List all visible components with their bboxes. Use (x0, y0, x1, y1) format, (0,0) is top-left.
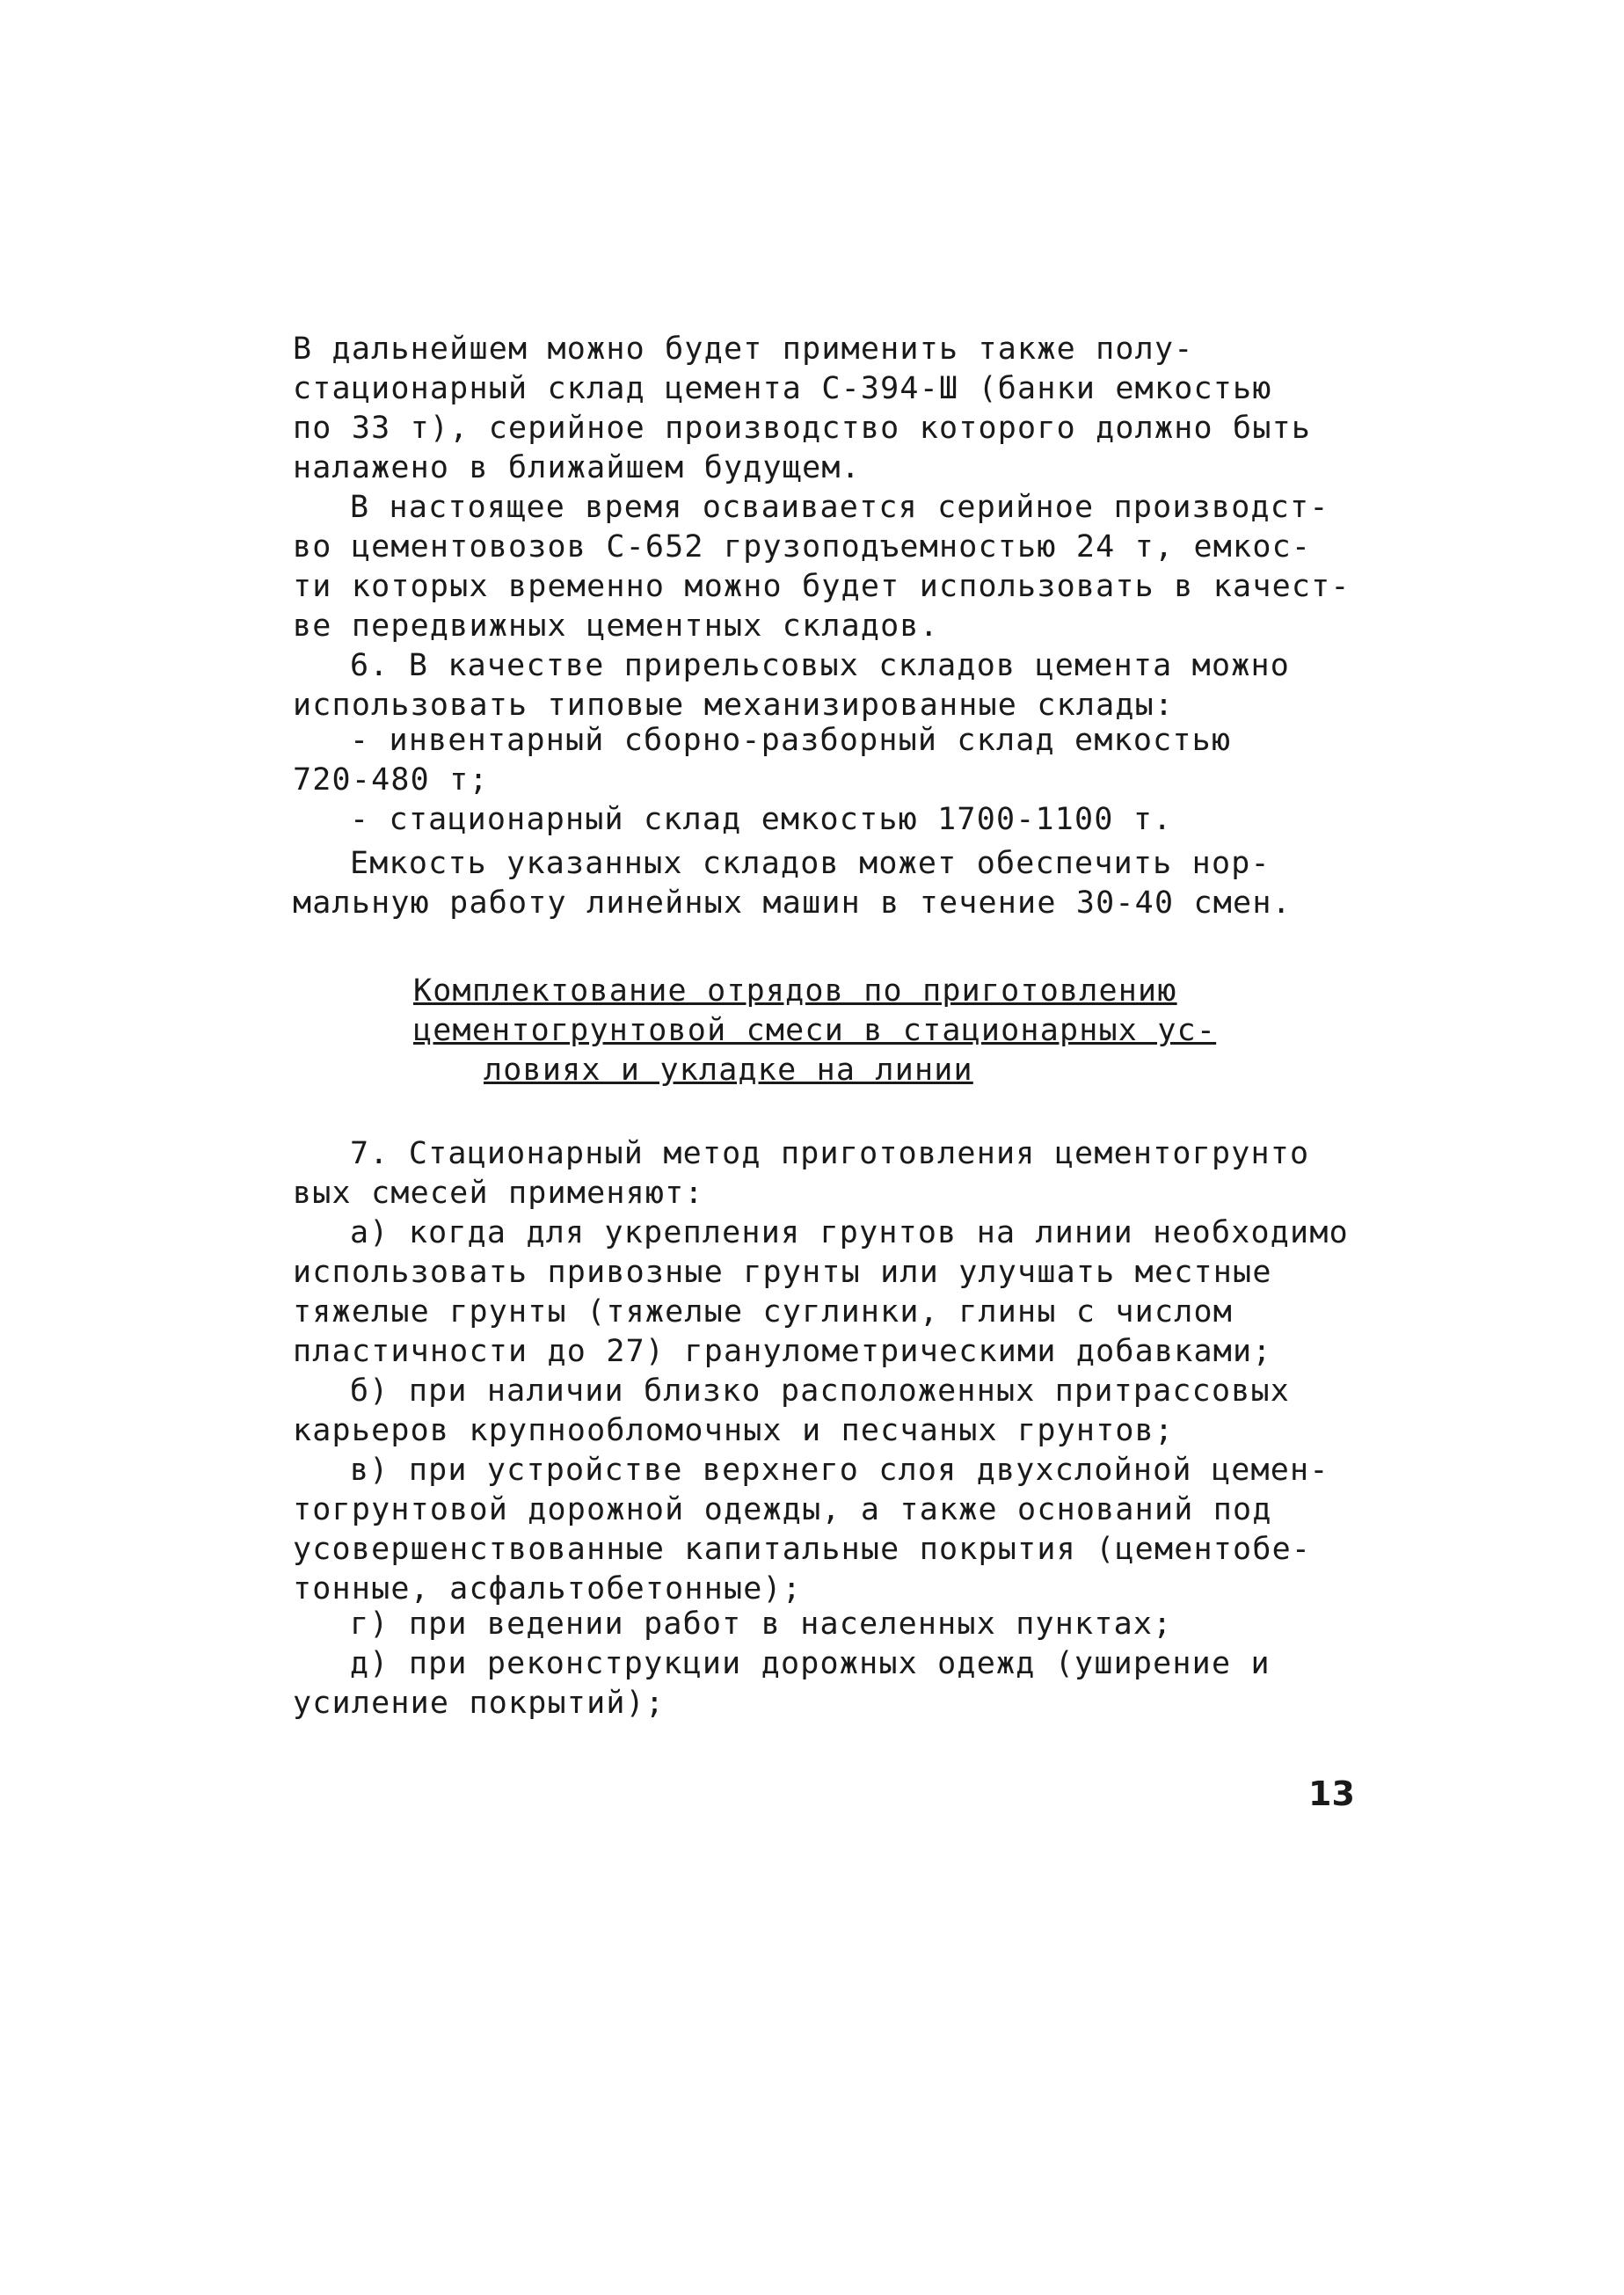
text-line: - инвентарный сборно-разборный склад емкостью (350, 723, 1232, 758)
text-line: налажено в ближайшем будущем. (293, 450, 861, 485)
list-item-inventory-warehouse (293, 721, 1392, 800)
text-line: а) когда для укрепления грунтов на линии необходимо (350, 1215, 1349, 1250)
list-item-d (293, 1644, 1392, 1723)
paragraph-item-6 (293, 646, 1392, 725)
text-line: В настоящее время осваивается серийное производст- (350, 490, 1329, 525)
list-item-stationary-warehouse (293, 800, 1392, 840)
text-line: усиление покрытий); (293, 1686, 666, 1721)
text-line: 720-480 т; (293, 762, 489, 798)
text-line: использовать привозные грунты или улучшать местные (293, 1255, 1272, 1290)
text-line: ве передвижных цементных складов. (293, 608, 939, 644)
text-line: г) при ведении работ в населенных пунктах; (350, 1606, 1173, 1642)
text-line: вых смесей применяют: (293, 1176, 704, 1211)
text-line: усовершенствованные капитальные покрытия (цементобе- (293, 1532, 1312, 1567)
text-line: Емкость указанных складов может обеспечить нор- (350, 846, 1271, 881)
text-line: б) при наличии близко расположенных притрассовых (350, 1373, 1291, 1409)
heading-line: ловиях и укладке на линии (484, 1053, 973, 1088)
text-line: тогрунтовой дорожной одежды, а также оснований под (293, 1492, 1272, 1527)
text-line: 7. Стационарный метод приготовления цементогрунто (350, 1136, 1310, 1171)
paragraph-capacity (293, 844, 1392, 923)
paragraph-semi-stationary-warehouse (293, 330, 1392, 488)
list-item-v (293, 1451, 1392, 1609)
text-line: во цементовозов С-652 грузоподъемностью 24 т, емкос- (293, 529, 1312, 565)
text-line: по 33 т), серийное производство которого должно быть (293, 411, 1312, 446)
text-line: - стационарный склад емкостью 1700-1100 т. (350, 802, 1173, 837)
text-line: карьеров крупнообломочных и песчаных грунтов; (293, 1413, 1175, 1448)
text-line: ти которых временно можно будет использовать в качест- (293, 569, 1351, 604)
text-line: В дальнейшем можно будет применить также полу- (293, 332, 1194, 367)
text-line: тяжелые грунты (тяжелые суглинки, глины с числом (293, 1294, 1234, 1330)
text-line: стационарный склад цемента С-394-Ш (банки емкостью (293, 371, 1272, 406)
text-line: 6. В качестве прирельсовых складов цемента можно (350, 648, 1291, 683)
section-heading (413, 972, 1275, 1090)
list-item-g (293, 1605, 1392, 1644)
page-number: 13 (1308, 1774, 1355, 1813)
paragraph-item-7 (293, 1134, 1392, 1213)
heading-line: Комплектование отрядов по приготовлению (413, 973, 1177, 1009)
text-line: д) при реконструкции дорожных одежд (уширение и (350, 1646, 1271, 1681)
heading-line: цементогрунтовой смеси в стационарных ус- (413, 1013, 1217, 1048)
paragraph-cement-trucks (293, 488, 1392, 646)
text-line: использовать типовые механизированные склады: (293, 688, 1175, 723)
text-line: тонные, асфальтобетонные); (293, 1571, 803, 1606)
list-item-b (293, 1372, 1392, 1451)
text-line: мальную работу линейных машин в течение 30-40 смен. (293, 885, 1292, 921)
list-item-a (293, 1213, 1392, 1372)
text-line: пластичности до 27) гранулометрическими добавками; (293, 1334, 1272, 1369)
text-line: в) при устройстве верхнего слоя двухслойной цемен- (350, 1453, 1329, 1488)
